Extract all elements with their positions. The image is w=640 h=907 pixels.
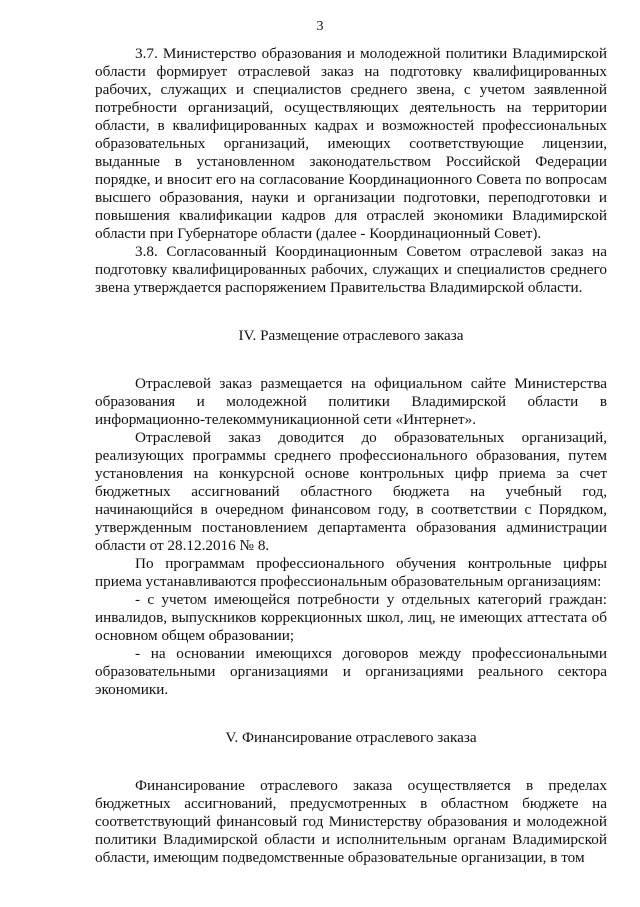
page-number: 3 <box>316 19 324 34</box>
section-5-heading: V. Финансирование отраслевого заказа <box>225 729 477 746</box>
section-4-heading: IV. Размещение отраслевого заказа <box>238 327 464 344</box>
paragraph-3-8: 3.8. Согласованный Координационным Советом отраслевой заказ на подготовку квалифицированных рабочих, служащих и специалистов среднего звена утверждается распоряжением Правительства Владимирской области. <box>95 243 607 296</box>
section-5-paragraph-1: Финансирование отраслевого заказа осуществляется в пределах бюджетных ассигнований, предусмотренных в областном бюджете на соответствующий финансовый год Министерству образования и молодежной политики Владимирской области и исполнительным органам Владимирской области, имеющим подведомственные образовательные организации, в том <box>95 777 607 866</box>
list-item-1: - с учетом имеющейся потребности у отдельных категорий граждан: инвалидов, выпускников коррекционных школ, лиц, не имеющих аттестата об основном общем образовании; <box>95 591 607 644</box>
section-4-paragraph-1: Отраслевой заказ размещается на официальном сайте Министерства образования и молодежной политики Владимирской области в информационно-телекоммуникационной сети «Интернет». <box>95 375 607 428</box>
section-4-paragraph-3: По программам профессионального обучения контрольные цифры приема устанавливаются профессиональным образовательным организациям: <box>95 555 607 590</box>
section-4-paragraph-2: Отраслевой заказ доводится до образовательных организаций, реализующих программы среднего профессионального образования, путем установления на конкурсной основе контрольных цифр приема за счет бюджетных ассигнований областного бюджета на учебный год, начинающийся в очередном финансовом году, в соответствии с Порядком, утвержденным постановлением департамента образования администрации области от 28.12.2016 № 8. <box>95 429 607 554</box>
list-item-2: - на основании имеющихся договоров между профессиональными образовательными организациями и организациями реального сектора экономики. <box>95 645 607 698</box>
document-body <box>95 45 607 867</box>
paragraph-3-7: 3.7. Министерство образования и молодежной политики Владимирской области формирует отраслевой заказ на подготовку квалифицированных рабочих, служащих и специалистов среднего звена, с учетом заявленной потребности организаций, осуществляющих деятельность на территории области, в квалифицированных кадрах и возможностей профессиональных образовательных организаций, имеющих соответствующие лицензии, выданные в установленном законодательством Российской Федерации порядке, и вносит его на согласование Координационного Совета по вопросам высшего образования, науки и организации подготовки, переподготовки и повышения квалификации кадров для отраслей экономики Владимирской области при Губернаторе области (далее - Координационный Совет). <box>95 45 607 242</box>
